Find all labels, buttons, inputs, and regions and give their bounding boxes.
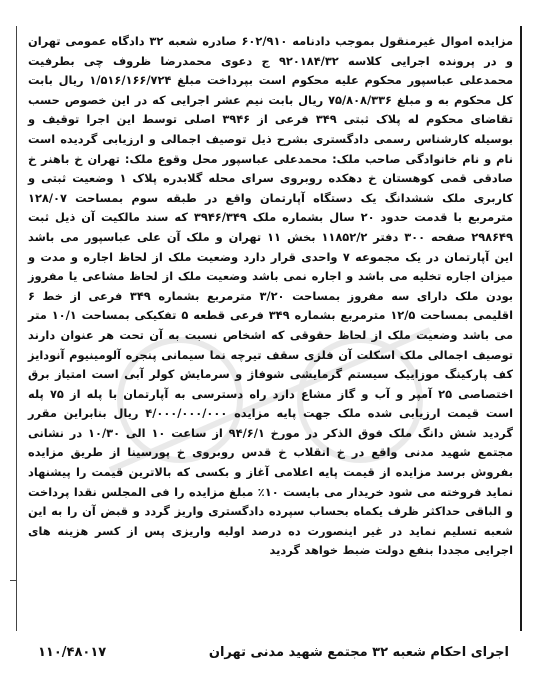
right-border-rule bbox=[520, 26, 522, 631]
notice-text: مزایده اموال غیرمنقول بموجب دادنامه ۶۰۲/۹۱۰ صادره شعبه ۳۲ دادگاه عمومی تهران و در پرونده اجرایی کلاسه ۹۲۰۱۸۴/۳۲ ج دعوی محمدرضا ظروف چی بطرفیت محمدعلی عباسپور محکوم علیه محکوم است بپرداخت مبلغ ۱/۵۱۶/۱۶۶/۷۲۴ ریال بابت کل محکوم به و مبلغ ۷۵/۸۰۸/۳۳۶ ریال بابت نیم عشر اجرایی که در این خصوص حسب تقاضای محکوم له پلاک ثبتی ۳۴۹ فرعی از ۳۹۴۶ اصلی توسط این اجرا توقیف و بوسیله کارشناس رسمی دادگستری بشرح ذیل توصیف اجمالی و ارزیابی گردیده است نام و نام خانوادگی صاحب ملک: محمدعلی عباسپور محل وقوع ملک: تهران خ باهنر خ صادقی قمی کوهستان خ دهکده روبروی سرای محله گلابدره پلاک ۱ وضعیت ثبتی و کاربری ملک ششدانگ یک دستگاه آپارتمان واقع در طبقه سوم بمساحت ۱۲۸/۰۷ مترمربع با قدمت حدود ۲۰ سال بشماره ملک ۳۹۴۶/۳۴۹ که سند مالکیت آن ذیل ثبت ۲۹۸۶۴۹ صفحه ۳۰۰ دفتر ۱۱۸۵۲/۲ بخش ۱۱ تهران و ملک آن علی عباسپور می باشد این آپارتمان در یک مجموعه ۷ واحدی قرار دارد وضعیت ملک از لحاظ اجاره و مدت و میزان اجاره تخلیه می باشد و اجاره نمی باشد وضعیت ملک از لحاظ مشاعی یا مفروز بودن ملک دارای سه مفروز بمساحت ۳/۲۰ مترمربع بشماره ۳۴۹ فرعی از خط ۶ اقلیمی بمساحت ۱۲/۵ مترمربع بشماره ۳۴۹ فرعی قطعه ۵ تفکیکی بمساحت ۱۰/۱ متر می باشد وضعیت ملک از لحاظ حقوقی که اشخاص نسبت به آن تحت هر عنوان دارند توصیف اجمالی ملک اسکلت آن فلزی سقف تیرچه نما سیمانی پنجره آلومینیوم آنودایز کف پارکینگ موزاییک سیستم گرمایشی شوفاژ و سرمایش کولر آبی است امتیاز برق اختصاصی ۲۵ آمپر و آب و گاز مشاع دارد راه دسترسی به آپارتمان با پله از ۷۵ پله است قیمت ارزیابی شده ملک جهت پایه مزایده ۴/۰۰۰/۰۰۰/۰۰۰ ریال بنابراین مقرر گردید شش دانگ ملک فوق الذکر در مورخ ۹۴/۶/۱ از ساعت ۱۰ الی ۱۰/۳۰ در نشانی مجتمع شهید مدنی واقع در خ انقلاب خ قدس روبروی خ پورسینا از طریق مزایده بفروش برسد مزایده از قیمت پایه اعلامی آغاز و بکسی که بالاترین قیمت را پیشنهاد نماید فروخته می شود خریدار می بایست ۱۰٪ مبلغ مزایده را فی المجلس نقدا پرداخت و الباقی حداکثر ظرف یکماه بحساب سپرده دادگستری واریز گردد و قبض آن را به این شعبه تسلیم نماید در غیر اینصورت ده درصد اولیه واریزی پس از کسر هزینه های اجرایی مجددا بنفع دولت ضبط خواهد گردید bbox=[28, 34, 514, 558]
left-border-rule bbox=[16, 26, 17, 631]
notice-footer bbox=[38, 641, 509, 663]
issuer-signature: اجرای احکام شعبه ۳۲ مجتمع شهید مدنی تهران bbox=[208, 644, 509, 660]
notice-code: ۱۱۰/۴۸۰۱۷ bbox=[38, 644, 107, 660]
auction-notice-body bbox=[28, 32, 513, 561]
left-border-tick bbox=[10, 580, 17, 581]
